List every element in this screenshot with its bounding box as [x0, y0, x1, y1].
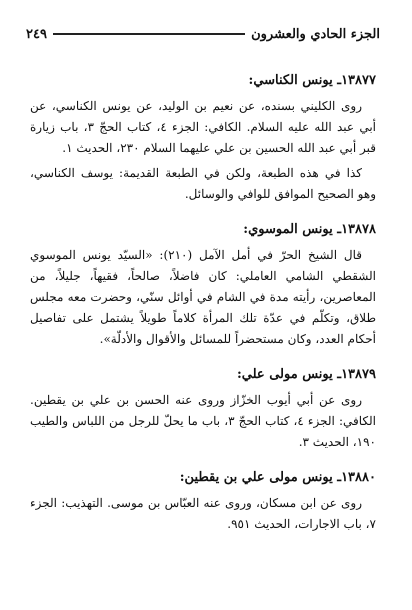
- header-title: الجزء الحادي والعشرون: [251, 26, 380, 42]
- entry-heading: ١٣٨٧٨ـ يونس الموسوي:: [243, 222, 376, 237]
- entry-paragraph: روى عن ابن مسكان، وروى عنه العبّاس بن موسى. التهذيب: الجزء ٧، باب الاجارات، الحديث ٩٥١.: [30, 496, 376, 531]
- entry-13877: [30, 70, 376, 205]
- running-header: [26, 22, 380, 46]
- entry-paragraph: كذا في هذه الطبعة، ولكن في الطبعة القديمة: يوسف الكناسي، وهو الصحيح الموافق للوافي والوسائل.: [30, 166, 376, 201]
- entry-13880: [30, 467, 376, 535]
- entry-heading: ١٣٨٧٧ـ يونس الكناسي:: [248, 73, 376, 88]
- entry-heading: ١٣٨٨٠ـ يونس مولى علي بن يقطين:: [179, 470, 376, 485]
- entry-heading: ١٣٨٧٩ـ يونس مولى علي:: [236, 367, 376, 382]
- header-rule: [53, 33, 245, 35]
- entry-13879: [30, 364, 376, 453]
- page-body: [30, 70, 376, 549]
- entry-paragraph: قال الشيخ الحرّ في أمل الآمل (٢١٠): «السيّد يونس الموسوي الشقطي الشامي العاملي: كان فاضلاً، صالحاً، فقيهاً، جليلاً، من المعاصرين، رأيته مدة في الشام في أوائل سنّي، وحضرت معه مجلس طلاق، وتكلّم في عدّة تلك المرأة كلاماً طويلاً يشتمل على تفاصيل أحكام العدد، وكان مستحضراً للمسائل والأقوال والأدلّة».: [30, 248, 376, 346]
- entry-paragraph: روى الكليني بسنده، عن نعيم بن الوليد، عن يونس الكناسي، عن أبي عبد الله عليه السلام. الكافي: الجزء ٤، كتاب الحجّ ٣، باب زيارة قبر أبي عبد الله الحسين بن علي عليهما السلام ٢٣٠، الحديث ١.: [30, 99, 376, 155]
- page-number: ٢٤٩: [26, 26, 47, 42]
- entry-13878: [30, 219, 376, 350]
- entry-paragraph: روى عن أبي أيوب الخزّاز وروى عنه الحسن بن علي بن يقطين. الكافي: الجزء ٤، كتاب الحجّ ٣، باب ما يحلّ للرجل من اللباس والطيب ١٩٠، الحديث ٣.: [30, 393, 377, 449]
